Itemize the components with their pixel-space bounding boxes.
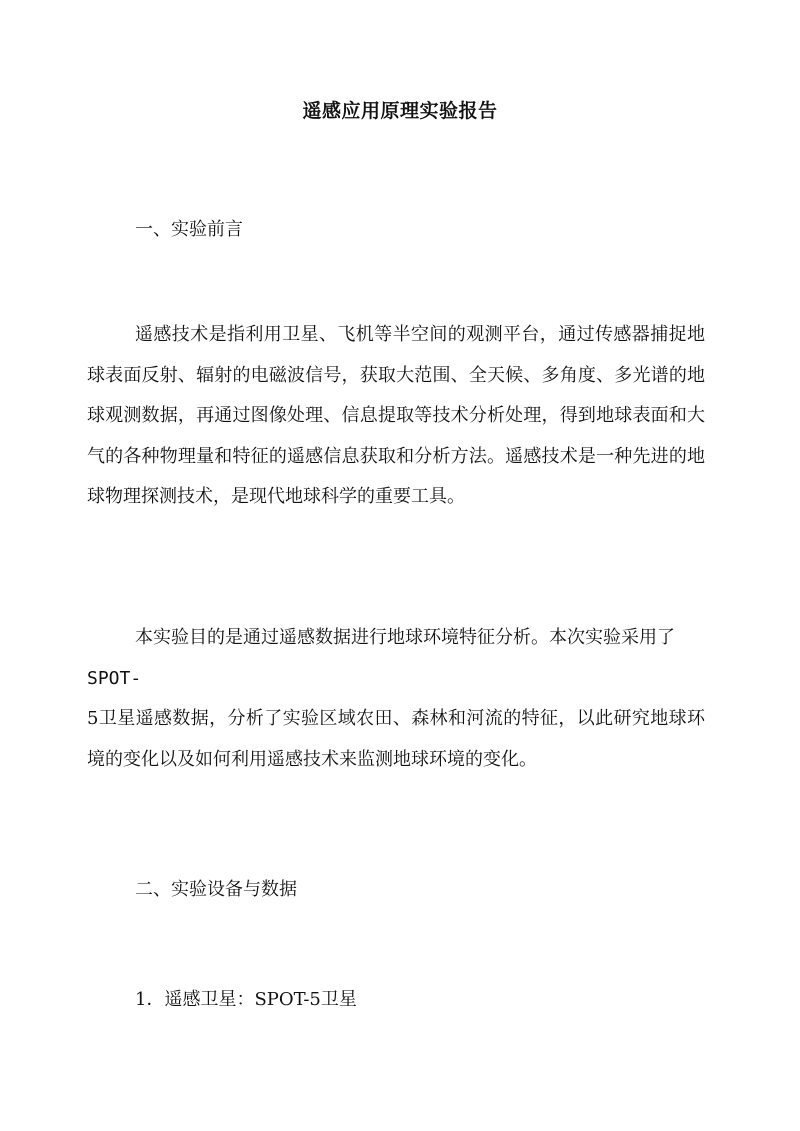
section-heading-preface: 一、实验前言	[135, 219, 243, 240]
paragraph-line: 5卫星遥感数据，分析了实验区域农田、森林和河流的特征，以此研究地球环境的变化以及如何利用遥感技术来监测地球环境的变化。	[87, 708, 705, 770]
paragraph-text: 遥感技术是指利用卫星、飞机等半空间的观测平台，通过传感器捕捉地球表面反射、辐射的电磁波信号，获取大范围、全天候、多角度、多光谱的地球观测数据，再通过图像处理、信息提取等技术分析处理，得到地球表面和大气的各种物理量和特征的遥感信息获取和分析方法。遥感技术是一种先进的地球物理探测技术，是现代地球科学的重要工具。	[87, 324, 705, 507]
section-heading-equipment-data: 二、实验设备与数据	[135, 879, 297, 900]
list-item-satellite: 1．遥感卫星：SPOT-5卫星	[135, 989, 357, 1010]
paragraph-line: SPOT-	[87, 667, 142, 689]
paragraph-line: 本实验目的是通过遥感数据进行地球环境特征分析。本次实验采用了	[135, 627, 675, 648]
paragraph-experiment-purpose	[87, 618, 705, 780]
paragraph-remote-sensing-intro	[87, 315, 705, 518]
document-title: 遥感应用原理实验报告	[302, 100, 498, 122]
